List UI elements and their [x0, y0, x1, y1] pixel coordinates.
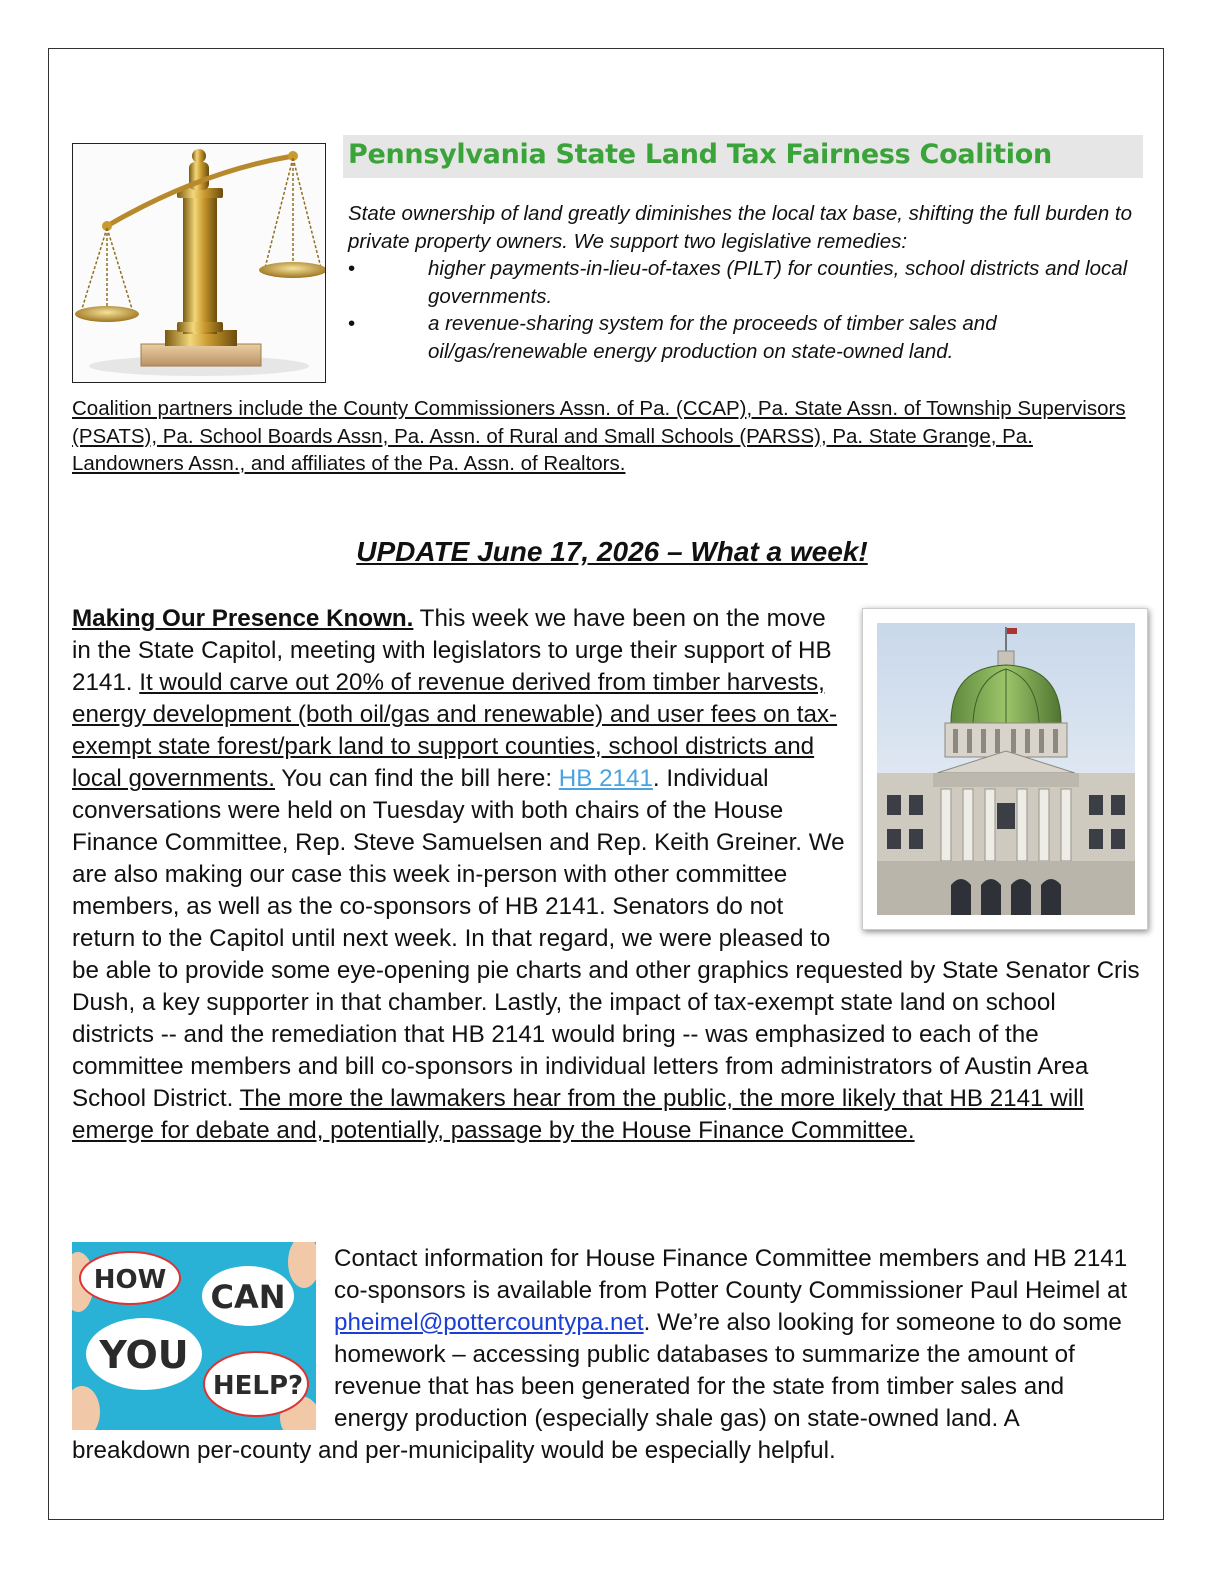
- remedy-item: [348, 310, 1148, 365]
- email-link[interactable]: pheimel@pottercountypa.net: [334, 1309, 644, 1336]
- remedy-text: a revenue-sharing system for the proceeds of timber sales and oil/gas/renewable energy production on state-owned land.: [428, 312, 997, 363]
- update-text-2: You can find the bill here:: [275, 765, 559, 792]
- help-section: [72, 1243, 1142, 1467]
- hb-2141-link[interactable]: HB 2141: [558, 765, 653, 792]
- intro-section: [348, 200, 1148, 365]
- update-heading: UPDATE June 17, 2026 – What a week!: [356, 536, 868, 567]
- help-word-can: CAN: [210, 1278, 286, 1316]
- update-text-1: This week we have been on the move in the State Capitol, meeting with legislators to urge their support of HB 2141.: [72, 605, 832, 696]
- update-lead: Making Our Presence Known.: [72, 605, 414, 632]
- bullet-icon: •: [348, 257, 356, 280]
- help-image-space: [72, 1243, 334, 1435]
- capitol-image-space: [846, 603, 1142, 941]
- coalition-title: Pennsylvania State Land Tax Fairness Coalition: [348, 139, 1052, 170]
- remedy-item: [348, 255, 1148, 310]
- update-closing-underlined: The more the lawmakers hear from the public, the more likely that HB 2141 will emerge for debate and, potentially, passage by the House Finance Committee.: [72, 1085, 1084, 1144]
- help-word-how: HOW: [93, 1265, 167, 1295]
- scales-of-justice-image: [72, 143, 326, 383]
- help-word-help: HELP?: [212, 1371, 304, 1401]
- update-body: [72, 603, 1142, 1147]
- coalition-title-bar: [343, 135, 1143, 178]
- help-text-2: . We’re also looking for someone to do some homework – accessing public databases to summarize the amount of revenue that has been generated for the state from timber sales and energy production (especially shale gas) on state-owned land. A breakdown per-county and per-municipality would be especially helpful.: [72, 1309, 1122, 1464]
- coalition-partners: Coalition partners include the County Commissioners Assn. of Pa. (CCAP), Pa. State Assn. of Township Supervisors (PSATS), Pa. School Boards Assn, Pa. Assn. of Rural and Small Schools (PARSS), Pa. State Grange, Pa. Landowners Assn., and affiliates of the Pa. Assn. of Realtors.: [72, 397, 1126, 475]
- help-text-1: Contact information for House Finance Committee members and HB 2141 co-sponsors is available from Potter County Commissioner Paul Heimel at: [334, 1245, 1128, 1304]
- update-text-3: . Individual conversations were held on Tuesday with both chairs of the House Finance Committee, Rep. Steve Samuelsen and Rep. Keith Greiner. We are also making our case this week in-person with other committee members, as well as the co-sponsors of HB 2141. Senators do not return to the Capitol until next week. In that regard, we were pleased to be able to provide some eye-opening pie charts and other graphics requested by State Senator Cris Dush, a key supporter in that chamber. Lastly, the impact of tax-exempt state land on school districts -- and the remediation that HB 2141 would bring -- was emphasized to each of the committee members and bill co-sponsors in individual letters from administrators of Austin Area School District.: [72, 765, 1140, 1112]
- intro-statement: State ownership of land greatly diminishes the local tax base, shifting the full burden to private property owners. We support two legislative remedies:: [348, 202, 1133, 253]
- remedy-text: higher payments-in-lieu-of-taxes (PILT) for counties, school districts and local governments.: [428, 257, 1128, 308]
- bullet-icon: •: [348, 312, 356, 335]
- help-word-you: YOU: [99, 1333, 189, 1377]
- update-underlined-summary: It would carve out 20% of revenue derived from timber harvests, energy development (both oil/gas and renewable) and user fees on tax-exempt state forest/park land to support counties, school districts and local governments.: [72, 669, 838, 792]
